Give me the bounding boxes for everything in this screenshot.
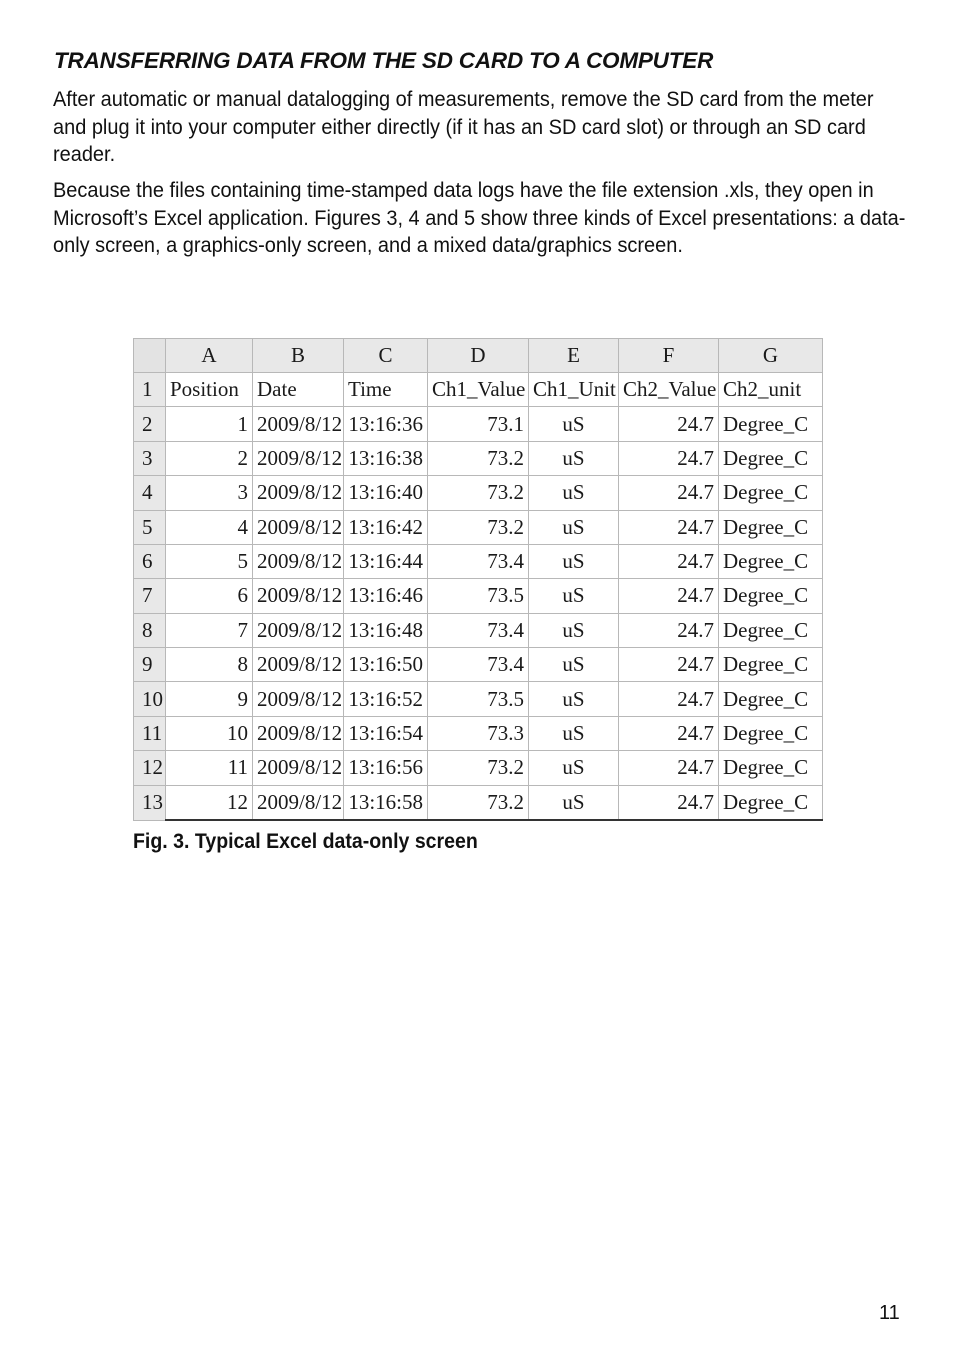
ch2-unit-cell: Degree_C (719, 476, 823, 510)
row-number: 5 (134, 510, 166, 544)
table-row (134, 510, 823, 544)
position-cell: 2 (166, 441, 253, 475)
table-row (134, 441, 823, 475)
ch1-unit-cell: uS (529, 407, 619, 441)
time-cell: 13:16:38 (344, 441, 428, 475)
date-cell: 2009/8/12 (253, 476, 344, 510)
field-name-cell: Position (166, 373, 253, 407)
position-cell: 11 (166, 751, 253, 785)
time-cell: 13:16:44 (344, 544, 428, 578)
position-cell: 10 (166, 716, 253, 750)
ch2-value-cell: 24.7 (619, 476, 719, 510)
ch1-unit-cell: uS (529, 544, 619, 578)
column-header-c: C (344, 339, 428, 373)
field-name-cell: Time (344, 373, 428, 407)
ch1-value-cell: 73.2 (428, 441, 529, 475)
paragraph-transfer: After automatic or manual datalogging of measurements, remove the SD card from the meter and plug it into your computer either directly (if it has an SD card slot) or through an SD card reader. (53, 88, 874, 166)
ch1-value-cell: 73.5 (428, 682, 529, 716)
row-number: 7 (134, 579, 166, 613)
ch1-value-cell: 73.4 (428, 544, 529, 578)
ch2-unit-cell: Degree_C (719, 510, 823, 544)
ch1-unit-cell: uS (529, 785, 619, 820)
row-number: 11 (134, 716, 166, 750)
table-row (134, 751, 823, 785)
ch1-value-cell: 73.4 (428, 648, 529, 682)
date-cell: 2009/8/12 (253, 579, 344, 613)
row-number: 8 (134, 613, 166, 647)
field-name-row (134, 373, 823, 407)
time-cell: 13:16:58 (344, 785, 428, 820)
time-cell: 13:16:46 (344, 579, 428, 613)
ch2-value-cell: 24.7 (619, 613, 719, 647)
date-cell: 2009/8/12 (253, 510, 344, 544)
time-cell: 13:16:54 (344, 716, 428, 750)
page-number: 11 (879, 1302, 900, 1324)
ch1-unit-cell: uS (529, 579, 619, 613)
time-cell: 13:16:52 (344, 682, 428, 716)
ch2-value-cell: 24.7 (619, 579, 719, 613)
position-cell: 12 (166, 785, 253, 820)
column-header-f: F (619, 339, 719, 373)
position-cell: 1 (166, 407, 253, 441)
table-row (134, 579, 823, 613)
date-cell: 2009/8/12 (253, 544, 344, 578)
section-heading: TRANSFERRING DATA FROM THE SD CARD TO A COMPUTER (54, 48, 714, 73)
ch1-unit-cell: uS (529, 716, 619, 750)
time-cell: 13:16:50 (344, 648, 428, 682)
ch2-value-cell: 24.7 (619, 510, 719, 544)
ch2-unit-cell: Degree_C (719, 544, 823, 578)
row-number: 4 (134, 476, 166, 510)
row-number: 10 (134, 682, 166, 716)
ch1-value-cell: 73.5 (428, 579, 529, 613)
figure-caption: Fig. 3. Typical Excel data-only screen (133, 830, 478, 853)
position-cell: 5 (166, 544, 253, 578)
row-number: 3 (134, 441, 166, 475)
paragraph-excel: Because the files containing time-stamped data logs have the file extension .xls, they open in Microsoft’s Excel application. Figures 3, 4 and 5 show three kinds of Excel presentations: a data-only screen, a graphics-only screen, and a mixed data/graphics screen. (53, 179, 906, 257)
date-cell: 2009/8/12 (253, 407, 344, 441)
ch1-unit-cell: uS (529, 751, 619, 785)
field-name-cell: Ch1_Value (428, 373, 529, 407)
table-row (134, 716, 823, 750)
date-cell: 2009/8/12 (253, 751, 344, 785)
row-number: 1 (134, 373, 166, 407)
excel-spreadsheet-figure (133, 338, 823, 821)
ch1-unit-cell: uS (529, 476, 619, 510)
row-number: 9 (134, 648, 166, 682)
field-name-cell: Ch2_Value (619, 373, 719, 407)
ch2-unit-cell: Degree_C (719, 613, 823, 647)
position-cell: 4 (166, 510, 253, 544)
ch1-value-cell: 73.1 (428, 407, 529, 441)
date-cell: 2009/8/12 (253, 785, 344, 820)
position-cell: 7 (166, 613, 253, 647)
table-row (134, 785, 823, 820)
time-cell: 13:16:42 (344, 510, 428, 544)
date-cell: 2009/8/12 (253, 682, 344, 716)
date-cell: 2009/8/12 (253, 648, 344, 682)
time-cell: 13:16:48 (344, 613, 428, 647)
ch2-unit-cell: Degree_C (719, 648, 823, 682)
column-header-e: E (529, 339, 619, 373)
field-name-cell: Ch2_unit (719, 373, 823, 407)
ch2-value-cell: 24.7 (619, 441, 719, 475)
position-cell: 8 (166, 648, 253, 682)
ch1-unit-cell: uS (529, 613, 619, 647)
spreadsheet-body (134, 373, 823, 821)
ch1-value-cell: 73.4 (428, 613, 529, 647)
date-cell: 2009/8/12 (253, 441, 344, 475)
ch1-value-cell: 73.2 (428, 476, 529, 510)
ch1-unit-cell: uS (529, 510, 619, 544)
column-letter-row (134, 339, 823, 373)
ch2-unit-cell: Degree_C (719, 751, 823, 785)
ch2-value-cell: 24.7 (619, 785, 719, 820)
ch1-value-cell: 73.3 (428, 716, 529, 750)
position-cell: 9 (166, 682, 253, 716)
table-row (134, 544, 823, 578)
ch1-value-cell: 73.2 (428, 510, 529, 544)
column-header-a: A (166, 339, 253, 373)
ch2-value-cell: 24.7 (619, 682, 719, 716)
ch2-value-cell: 24.7 (619, 648, 719, 682)
column-header-g: G (719, 339, 823, 373)
ch2-unit-cell: Degree_C (719, 407, 823, 441)
ch1-unit-cell: uS (529, 648, 619, 682)
table-row (134, 648, 823, 682)
corner-cell (134, 339, 166, 373)
table-row (134, 613, 823, 647)
time-cell: 13:16:36 (344, 407, 428, 441)
ch1-unit-cell: uS (529, 682, 619, 716)
position-cell: 6 (166, 579, 253, 613)
position-cell: 3 (166, 476, 253, 510)
column-header-b: B (253, 339, 344, 373)
ch2-unit-cell: Degree_C (719, 716, 823, 750)
date-cell: 2009/8/12 (253, 613, 344, 647)
field-name-cell: Ch1_Unit (529, 373, 619, 407)
ch2-unit-cell: Degree_C (719, 441, 823, 475)
ch2-value-cell: 24.7 (619, 716, 719, 750)
ch2-unit-cell: Degree_C (719, 682, 823, 716)
time-cell: 13:16:56 (344, 751, 428, 785)
column-header-d: D (428, 339, 529, 373)
table-row (134, 476, 823, 510)
table-row (134, 682, 823, 716)
ch1-value-cell: 73.2 (428, 785, 529, 820)
row-number: 2 (134, 407, 166, 441)
ch2-value-cell: 24.7 (619, 544, 719, 578)
ch1-unit-cell: uS (529, 441, 619, 475)
ch2-unit-cell: Degree_C (719, 785, 823, 820)
table-row (134, 407, 823, 441)
ch2-value-cell: 24.7 (619, 407, 719, 441)
row-number: 13 (134, 785, 166, 820)
time-cell: 13:16:40 (344, 476, 428, 510)
row-number: 6 (134, 544, 166, 578)
date-cell: 2009/8/12 (253, 716, 344, 750)
field-name-cell: Date (253, 373, 344, 407)
ch2-unit-cell: Degree_C (719, 579, 823, 613)
ch1-value-cell: 73.2 (428, 751, 529, 785)
ch2-value-cell: 24.7 (619, 751, 719, 785)
row-number: 12 (134, 751, 166, 785)
